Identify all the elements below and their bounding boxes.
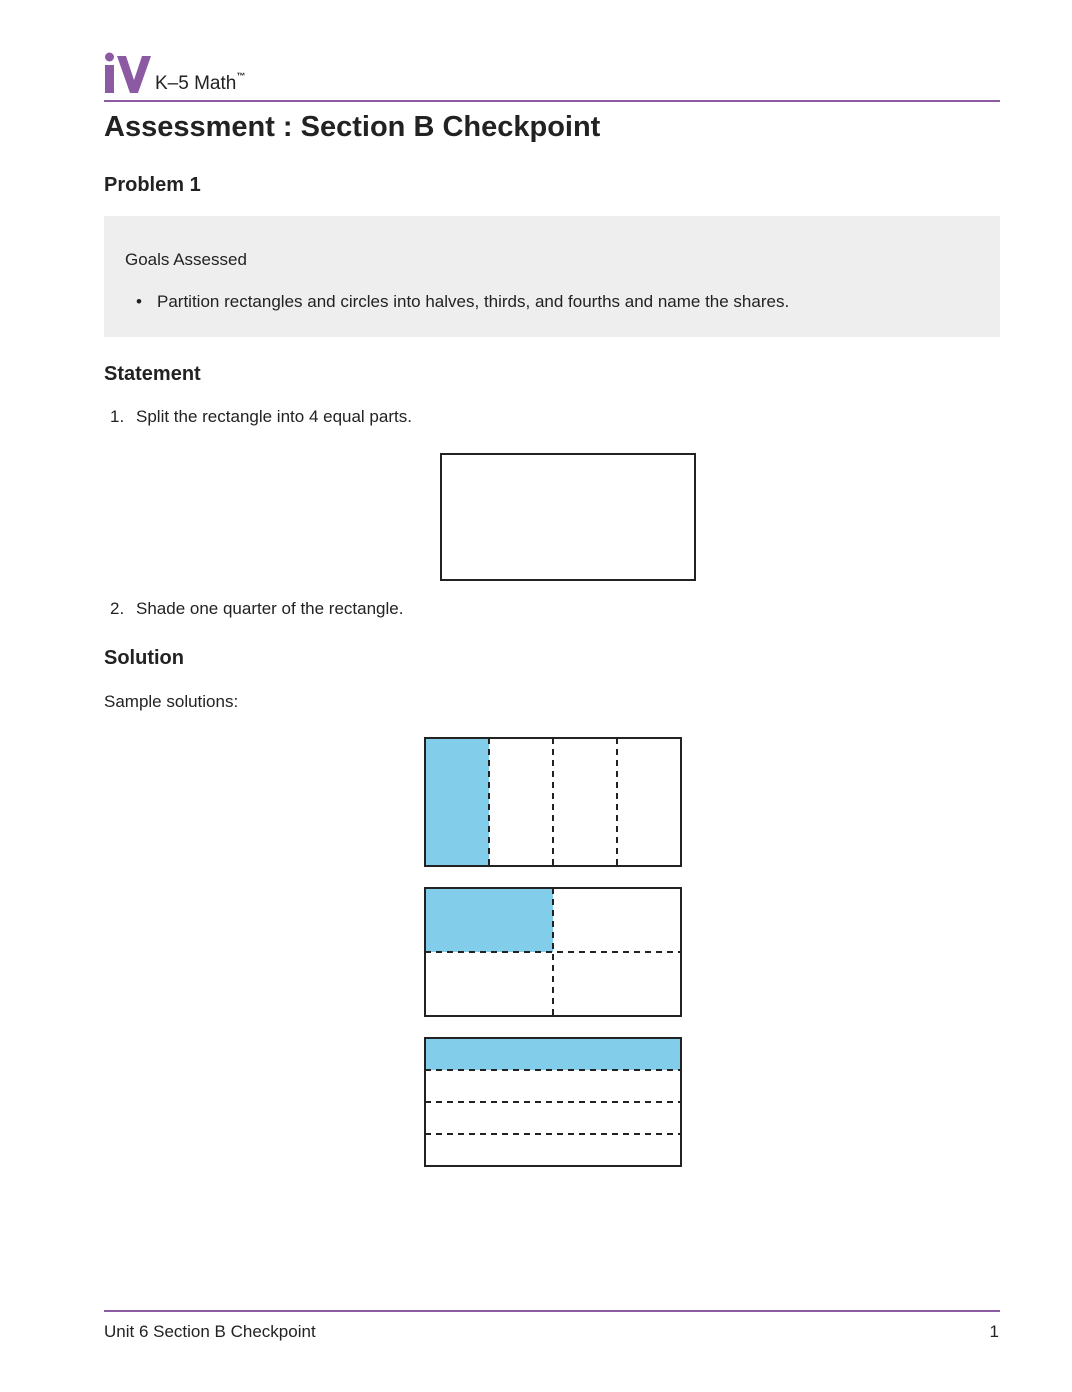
solution-heading: Solution (104, 647, 184, 669)
footer-divider (104, 1310, 1000, 1312)
step-text: Shade one quarter of the rectangle. (136, 599, 404, 618)
sample-solution-horizontal-fourths (424, 1037, 682, 1167)
goal-text: Partition rectangles and circles into halves, thirds, and fourths and name the shares. (157, 292, 790, 311)
shaded-quarter (425, 888, 553, 952)
goals-assessed-box (104, 216, 1000, 337)
goals-title: Goals Assessed (125, 250, 247, 269)
statement-heading: Statement (104, 363, 201, 385)
brand-product-label: K–5 Math (155, 73, 237, 94)
problem-heading: Problem 1 (104, 174, 201, 196)
statement-step-1 (110, 407, 412, 427)
page-number: 1 (989, 1322, 999, 1341)
blank-rectangle (440, 453, 696, 581)
goals-list (104, 292, 789, 312)
sample-solution-grid-quarters (424, 887, 682, 1017)
bullet-icon: • (136, 292, 142, 311)
step-number: 2. (110, 599, 125, 618)
sample-solution-vertical-fourths (424, 737, 682, 867)
step-number: 1. (110, 407, 125, 426)
statement-step-2 (110, 599, 403, 619)
page-title: Assessment : Section B Checkpoint (104, 111, 601, 143)
solution-intro: Sample solutions: (104, 692, 239, 711)
shaded-quarter (425, 738, 489, 866)
shaded-quarter (425, 1038, 681, 1070)
footer-title: Unit 6 Section B Checkpoint (104, 1322, 316, 1341)
page-header (104, 52, 1000, 102)
im-logo-icon (104, 52, 152, 94)
goal-item (104, 292, 789, 312)
trademark-symbol: ™ (236, 71, 246, 81)
step-text: Split the rectangle into 4 equal parts. (136, 407, 412, 426)
header-divider (104, 100, 1000, 102)
brand-name (155, 73, 245, 95)
